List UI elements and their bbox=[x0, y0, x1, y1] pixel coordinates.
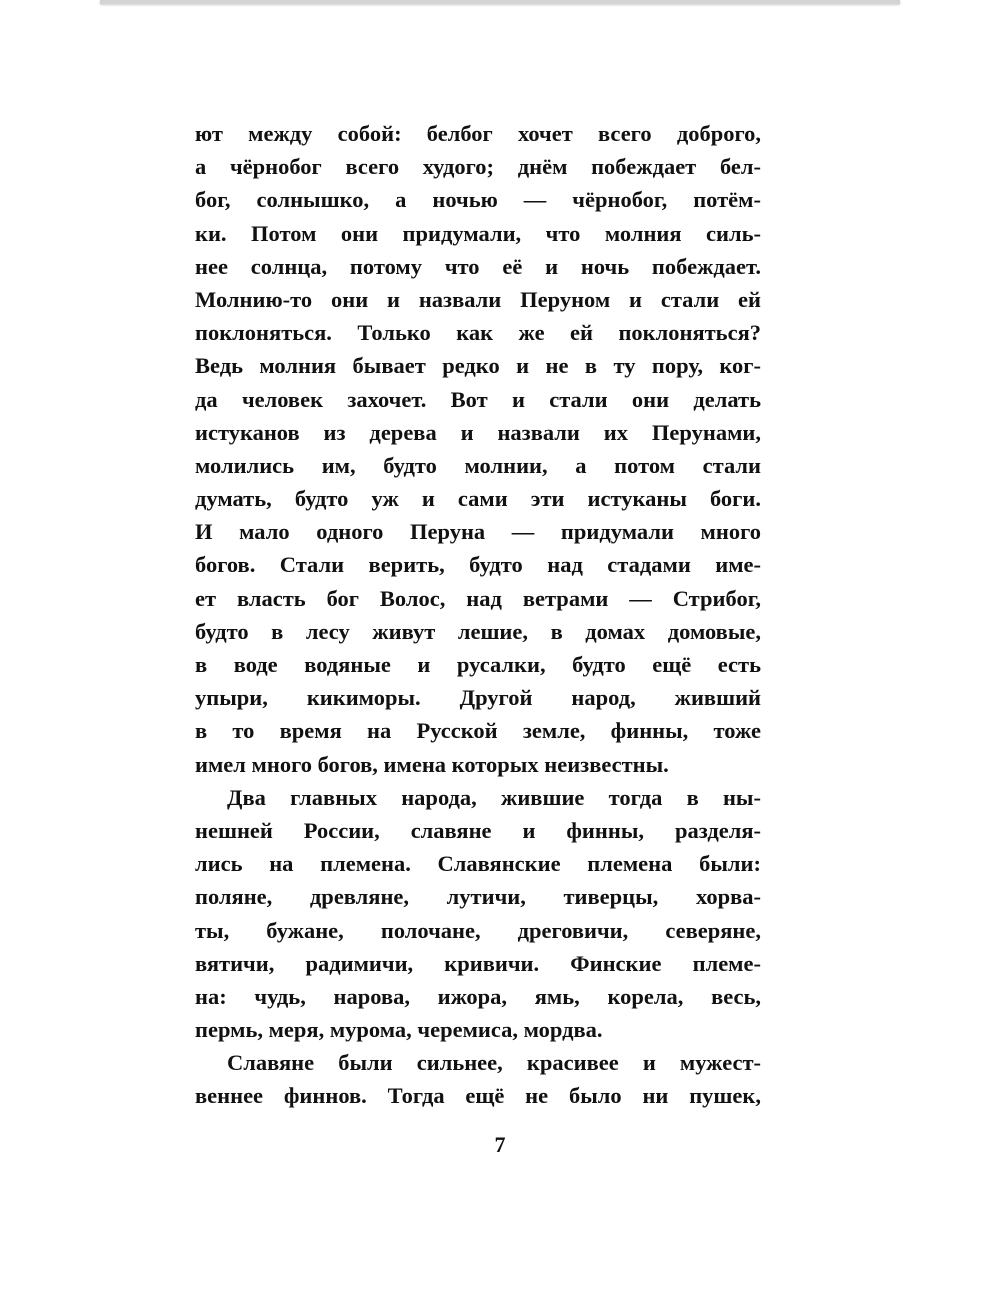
text-line: веннее финнов. Тогда ещё не было ни пушек, bbox=[195, 1083, 761, 1109]
text-line: богов. Стали верить, будто над стадами име- bbox=[195, 552, 761, 578]
text-line: Славяне были сильнее, красивее и мужест- bbox=[227, 1050, 761, 1076]
viewer-top-border bbox=[100, 0, 900, 4]
text-line: молились им, будто молнии, а потом стали bbox=[195, 452, 761, 478]
text-line: имел много богов, имена которых неизвестны. bbox=[195, 751, 669, 777]
text-line: думать, будто уж и сами эти истуканы боги. bbox=[195, 486, 761, 512]
text-line: поляне, древляне, лутичи, тиверцы, хорва- bbox=[195, 884, 761, 910]
text-line: ты, бужане, полочане, дреговичи, северяне, bbox=[195, 917, 761, 943]
text-line: лись на племена. Славянские племена были: bbox=[195, 851, 761, 877]
text-line: Два главных народа, жившие тогда в ны- bbox=[227, 784, 761, 810]
text-line: И мало одного Перуна — придумали много bbox=[195, 519, 761, 545]
text-line: нее солнца, потому что её и ночь побеждает. bbox=[195, 253, 761, 279]
text-line: бог, солнышко, а ночью — чёрнобог, потём- bbox=[195, 187, 761, 213]
text-line: истуканов из дерева и назвали их Перунами, bbox=[195, 419, 761, 445]
paragraph bbox=[195, 781, 761, 1047]
text-line: будто в лесу живут лешие, в домах домовые, bbox=[195, 618, 761, 644]
text-line: в то время на Русской земле, финны, тоже bbox=[195, 718, 761, 744]
paragraph bbox=[195, 117, 761, 781]
text-line: на: чудь, нарова, ижора, ямь, корела, весь, bbox=[195, 983, 761, 1009]
text-line: пермь, меря, мурома, черемиса, мордва. bbox=[195, 1017, 603, 1043]
text-line: ки. Потом они придумали, что молния силь- bbox=[195, 220, 761, 246]
text-line: ют между собой: белбог хочет всего доброго, bbox=[195, 121, 761, 146]
text-line: в воде водяные и русалки, будто ещё есть bbox=[195, 652, 761, 677]
text-line: ет власть бог Волос, над ветрами — Стрибог, bbox=[195, 585, 761, 611]
page-number: 7 bbox=[494, 1132, 506, 1157]
paragraph bbox=[195, 1046, 761, 1112]
text-line: а чёрнобог всего худого; днём побеждает бел- bbox=[195, 154, 761, 180]
text-line: вятичи, радимичи, кривичи. Финские племе- bbox=[195, 950, 761, 976]
text-line: нешней России, славяне и финны, разделя- bbox=[195, 817, 761, 843]
text-line: Молнию-то они и назвали Перуном и стали ей bbox=[195, 286, 761, 312]
text-line: да человек захочет. Вот и стали они делать bbox=[195, 386, 761, 412]
book-page-text bbox=[195, 117, 761, 1113]
text-line: упыри, кикиморы. Другой народ, живший bbox=[195, 685, 761, 711]
text-line: поклоняться. Только как же ей поклоняться? bbox=[195, 320, 761, 346]
text-line: Ведь молния бывает редко и не в ту пору, ког- bbox=[195, 353, 761, 379]
